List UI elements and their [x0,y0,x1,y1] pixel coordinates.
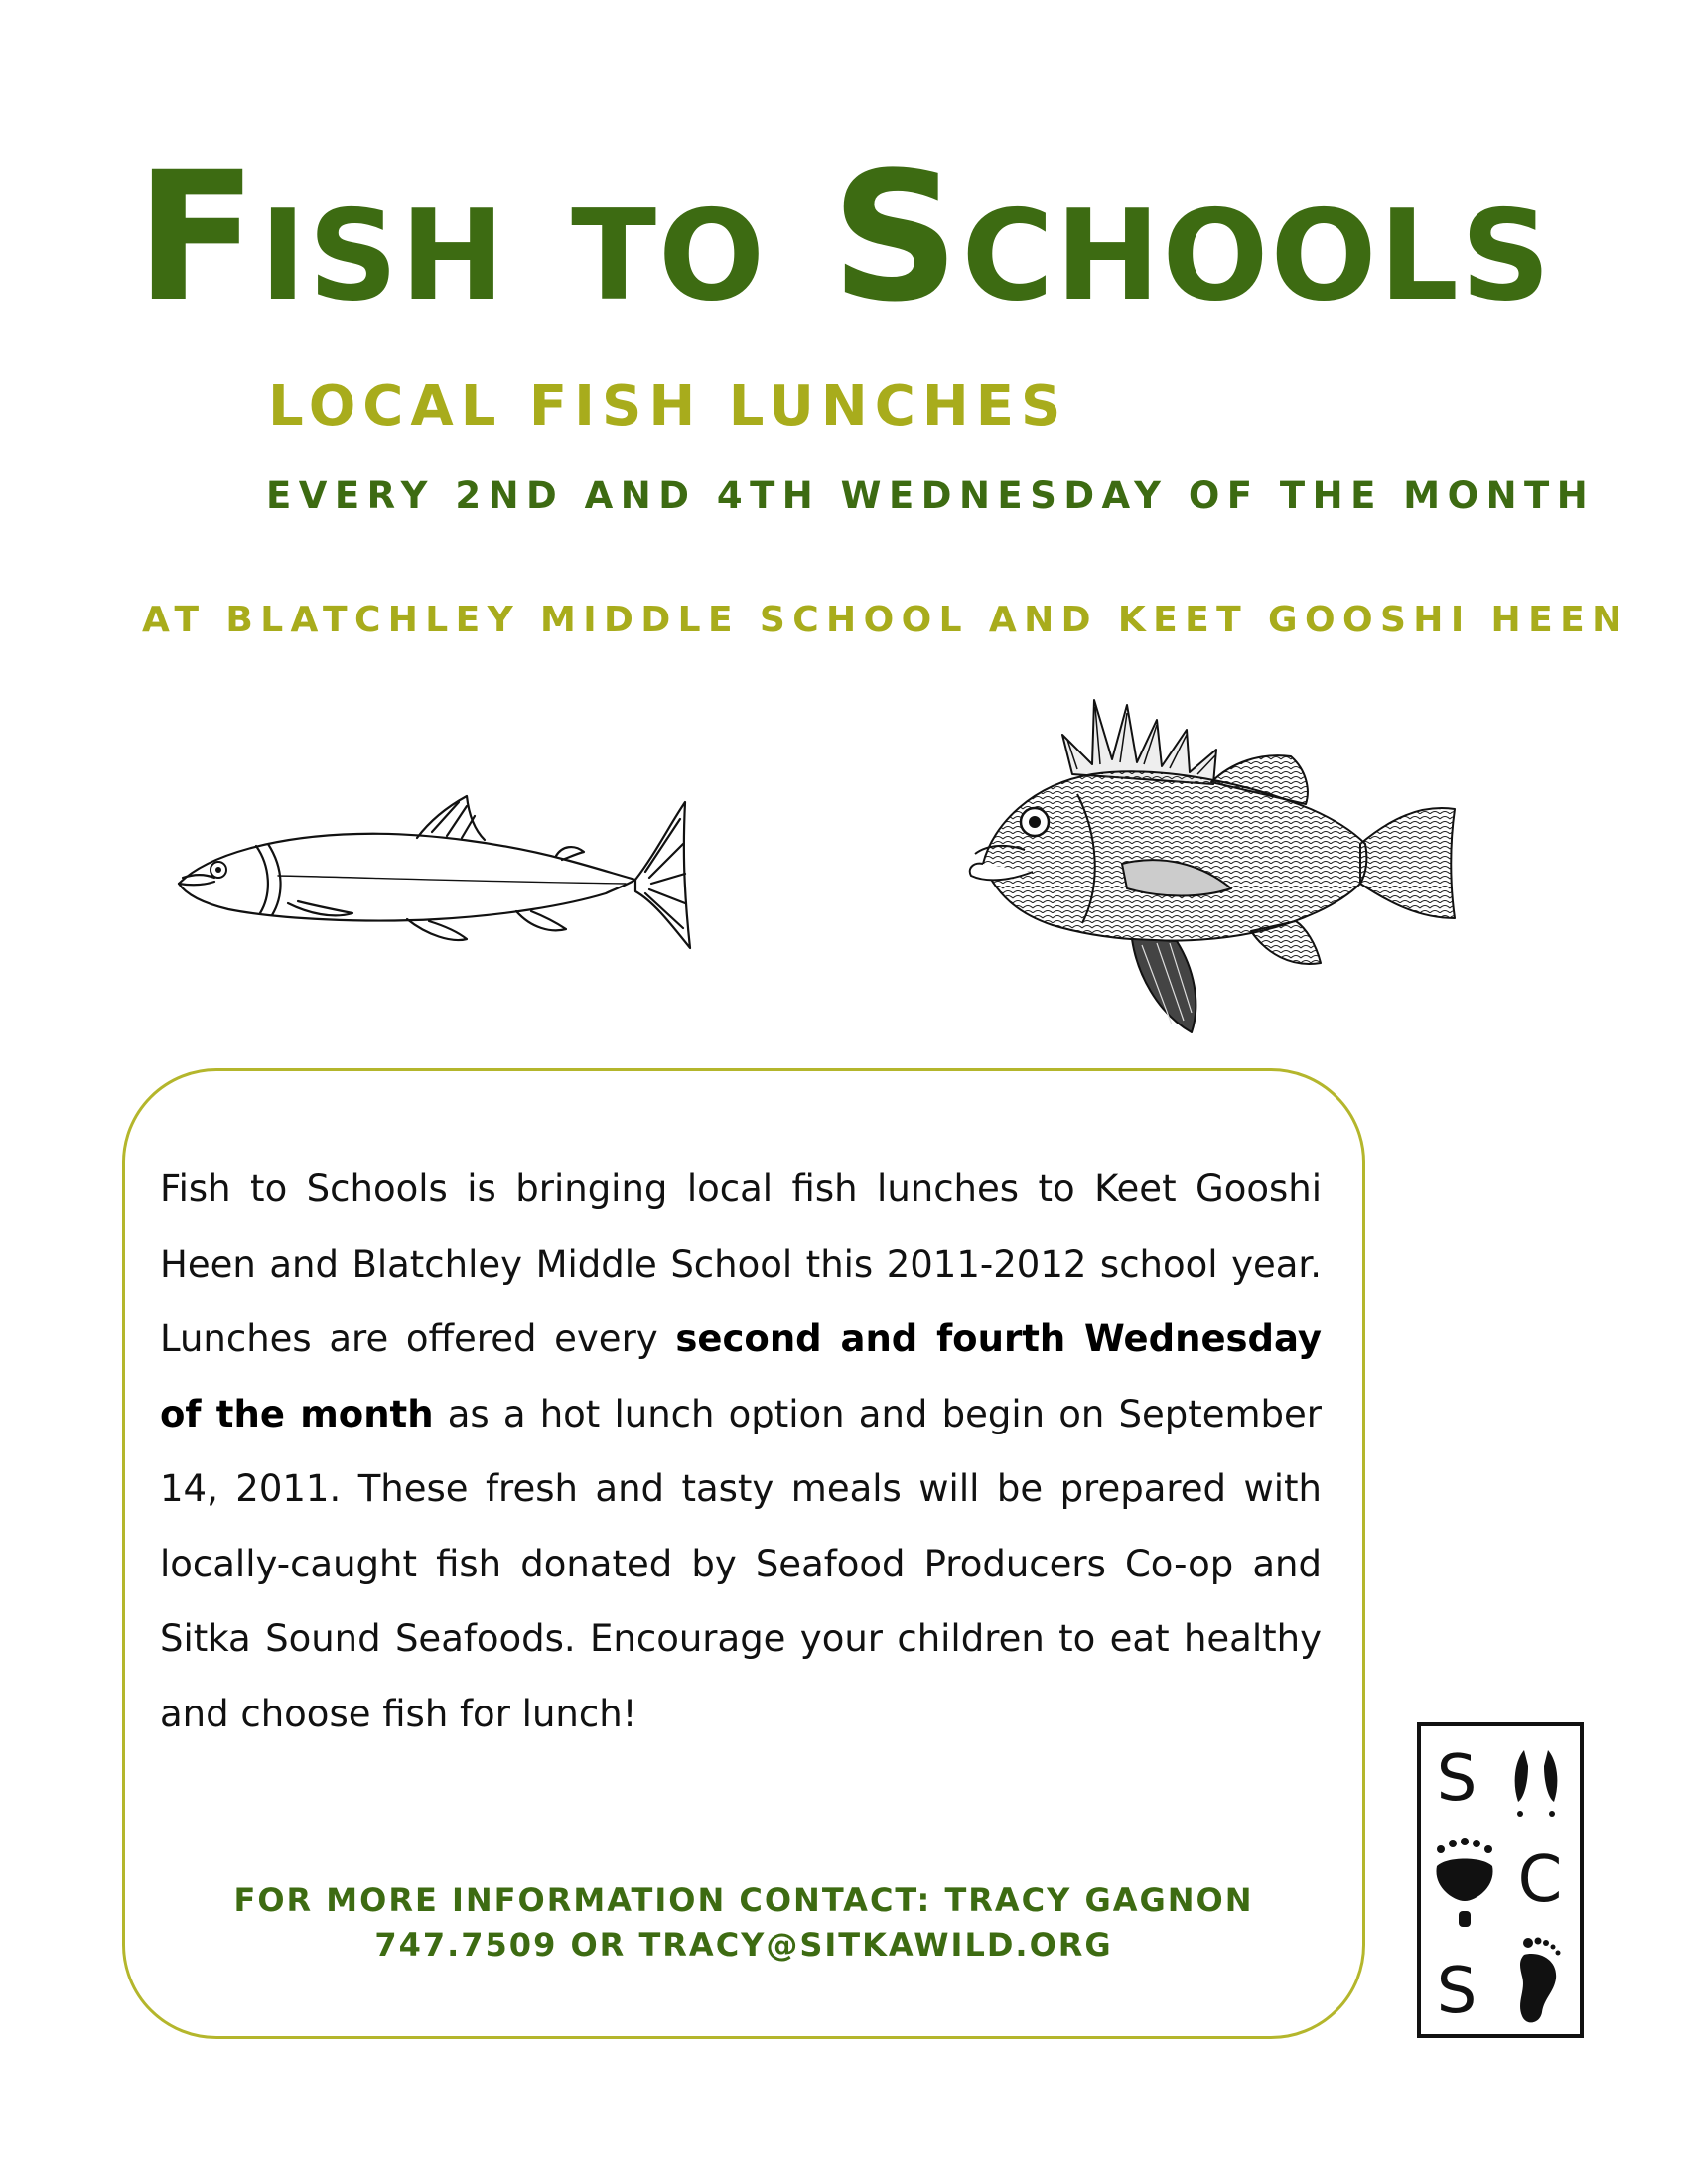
rockfish-illustration [963,695,1460,1037]
location-line: AT BLATCHLEY MIDDLE SCHOOL AND KEET GOOSHI HEEN [142,600,1629,640]
subtitle: LOCAL FISH LUNCHES [268,374,1068,439]
page-title: Fish to Schools [135,134,1553,341]
logo-letter-s-bottom: S [1436,1955,1477,2028]
description-paragraph [160,1152,1322,1751]
description-highlight: second and fourth Wednesday of the month [160,1317,1322,1435]
logo-letter-s-top: S [1436,1742,1477,1816]
description-text-1: Fish to Schools is bringing local fish lunches to Keet Gooshi Heen and Blatchley Middle School this 2011-2012 school year. Lunches are offered every [160,1167,1322,1360]
scs-logo [1417,1722,1584,2038]
contact-line-1: FOR MORE INFORMATION CONTACT: TRACY GAGNON [233,1881,1254,1919]
contact-line-2: 747.7509 OR TRACY@SITKAWILD.ORG [374,1926,1113,1964]
logo-letter-c: C [1517,1843,1563,1917]
salmon-illustration [169,774,725,983]
description-text-2: as a hot lunch option and begin on September 14, 2011. These fresh and tasty meals will be prepared with locally-caught fish donated by Seafood Producers Co-op and Sitka Sound Seafoods. Encourage your children to eat healthy and choose fish for lunch! [160,1392,1323,1735]
schedule-line: EVERY 2ND AND 4TH WEDNESDAY OF THE MONTH [266,475,1596,517]
